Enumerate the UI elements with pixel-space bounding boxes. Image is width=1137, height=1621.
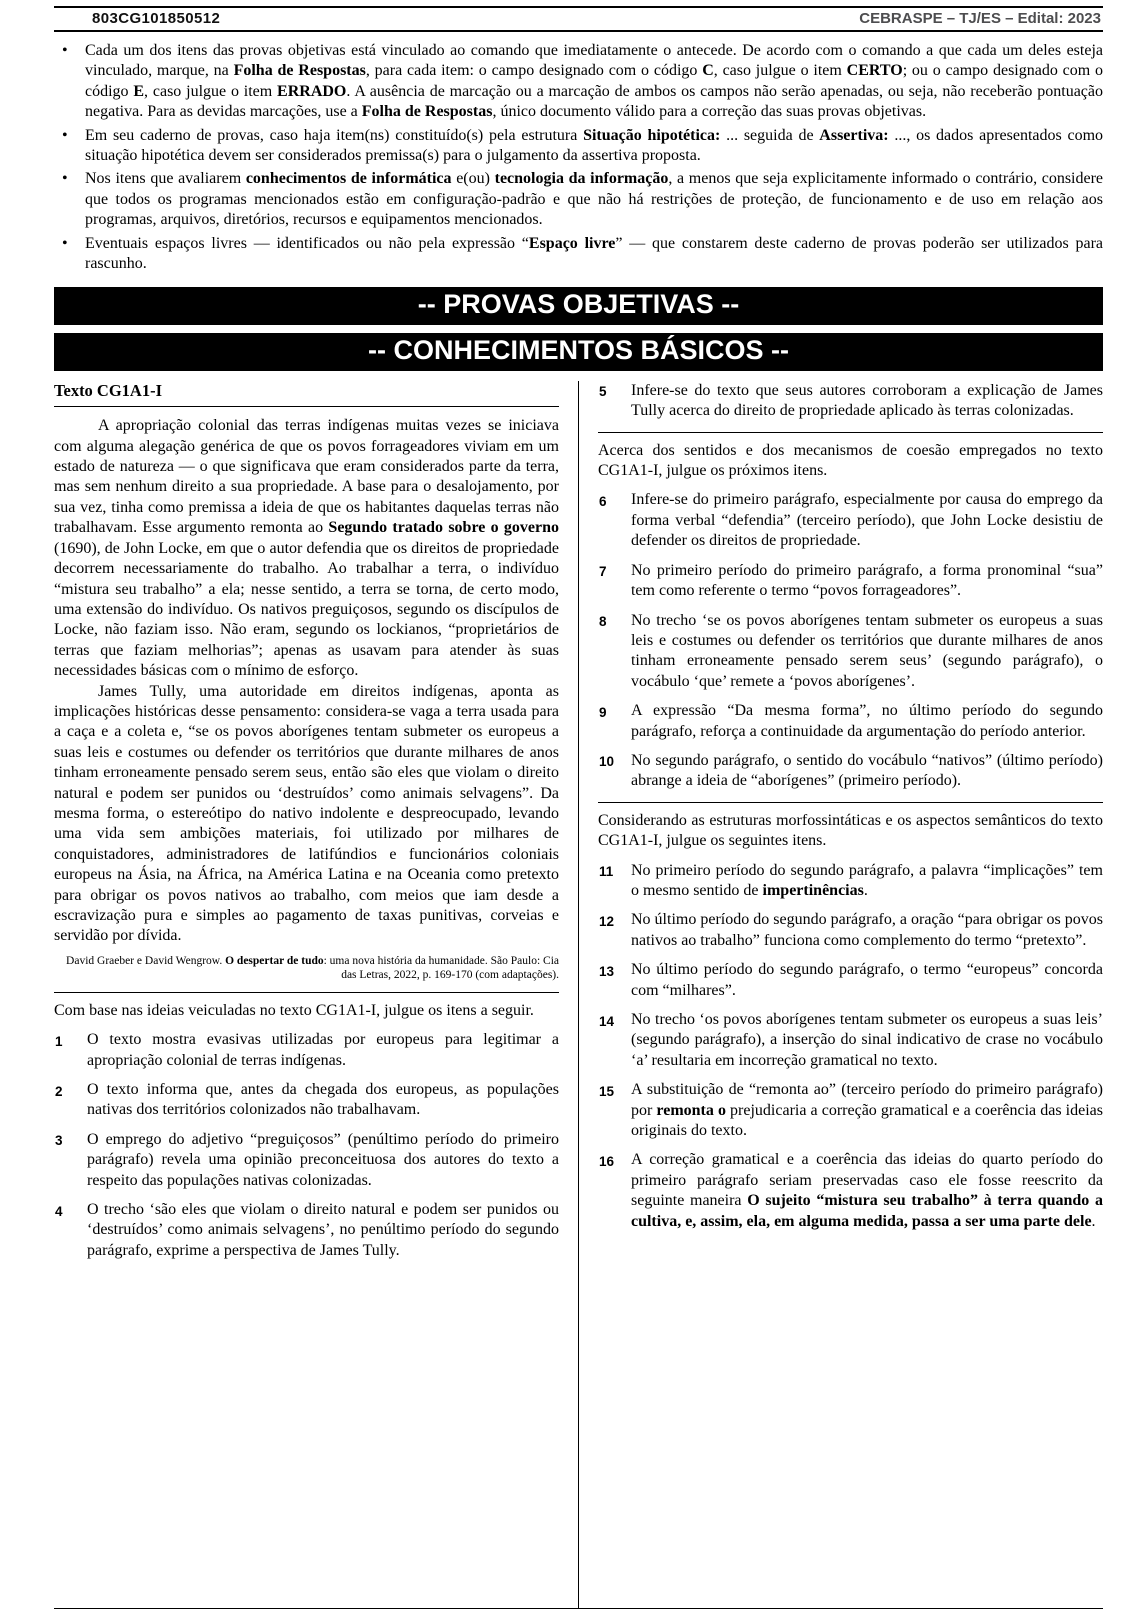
item-1: [54, 1030, 559, 1071]
item-number: 14: [598, 1013, 615, 1029]
item-10: [598, 751, 1103, 792]
item-text: No trecho ‘se os povos aborígenes tentam submeter os europeus a suas leis e costumes ou defender os territórios que durante milhares de anos tinham erroneamente pensado serem seus’ (segundo parágrafo), o vocábulo ‘que’ remete a ‘povos aborígenes’.: [630, 611, 1103, 690]
exam-barcode-number: 803CG101850512: [92, 10, 221, 27]
item-text: No segundo parágrafo, o sentido do vocábulo “nativos” (último período) abrange a ideia de “aborígenes” (primeiro período).: [630, 751, 1103, 790]
item-11: [598, 861, 1103, 902]
item-number: 4: [55, 1203, 63, 1219]
item-6: [598, 490, 1103, 551]
item-5: [598, 381, 1103, 422]
header-exam-title: CEBRASPE – TJ/ES – Edital: 2023: [859, 10, 1101, 27]
instruction-bullet-3: [54, 169, 1103, 230]
texto-paragraph-1: A apropriação colonial das terras indígenas muitas vezes se iniciava com alguma alegação genérica de que os povos forrageadores viviam em um estado de natureza — o que significava que eram considerados parte da terra, mas sem nenhum direito a sua propriedade. A base para o desalojamento, por sua vez, tinha como premissa a ideia de que os habitantes daquelas terras não trabalhavam. Esse argumento remonta ao Segundo tratado sobre o governo (1690), de John Locke, em que o autor defendia que os direitos de propriedade decorrem necessariamente do trabalho. Ao trabalhar a terra, o indivíduo “mistura seu trabalho” a ela; nesse sentido, a terra se torna, de certo modo, uma extensão do indivíduo. Os nativos preguiçosos, segundo os discípulos de Locke, não faziam isso. Não eram, segundo os lockianos, “proprietários de terras que faziam melhorias”; apenas as usavam para atender às suas necessidades básicas com o mínimo de esforço.: [54, 417, 559, 680]
section-divider: [598, 802, 1103, 803]
page-header: [54, 6, 1103, 32]
item-text: A correção gramatical e a coerência das ideias do quarto período do primeiro parágrafo seriam preservadas caso ele fosse reescrito da seguinte maneira O sujeito “mistura seu trabalho” à terra quando a cultiva, e, assim, ela, em alguma medida, passa a ser uma parte dele.: [630, 1151, 1103, 1230]
item-number: 13: [598, 963, 615, 979]
bullet-icon: •: [62, 126, 68, 144]
item-number: 8: [598, 614, 607, 629]
texto-paragraph-2: James Tully, uma autoridade em direitos indígenas, aponta as implicações históricas desse pensamento: considera-se vaga a terra usada para a caça e a coleta e, “se os povos aborígenes tentam submeter os europeus a suas leis e costumes ou defender os territórios que durante milhares de anos tinham erroneamente pensado serem seus, então são eles que violam o direito natural e podem ser punidos ou ‘destruídos’ como animais selvagens”. Da mesma forma, o estereótipo do nativo indolente e despreocupado, levando uma vida sem ambições materiais, foi utilizado por milhares de conquistadores, administradores de latifúndios e funcionários coloniais europeus na Ásia, na África, na América Latina e na Oceania como pretexto para obrigar os povos nativos ao trabalho, com meios que iam desde a escravização pura e simples ao pagamento de taxas punitivas, corveias e servidão por dívida.: [54, 682, 559, 945]
item-9: [598, 701, 1103, 742]
section-divider: [598, 432, 1103, 433]
item-3: [54, 1130, 559, 1191]
item-text: No último período do segundo parágrafo, o termo “europeus” concorda com “milhares”.: [630, 961, 1103, 999]
section-divider: [54, 992, 559, 993]
item-text: No primeiro período do primeiro parágrafo, a forma pronominal “sua” tem como referente o termo “povos forrageadores”.: [630, 561, 1103, 600]
item-text: No trecho ‘os povos aborígenes tentam submeter os europeus a suas leis’ (segundo parágrafo), a inserção do sinal indicativo de crase no vocábulo ‘a’ resultaria em incorreção gramatical no texto.: [630, 1011, 1103, 1069]
page-bottom-rule: [54, 1608, 1103, 1609]
item-text: O emprego do adjetivo “preguiçosos” (penúltimo período do primeiro parágrafo) revela uma opinião preconceituosa dos autores do texto a respeito das populações nativas colonizadas.: [87, 1130, 559, 1189]
item-text: O trecho ‘são eles que violam o direito natural e podem ser punidos ou ‘destruídos’ como animais selvagens’, no penúltimo período do segundo parágrafo, exprime a perspectiva de James Tully.: [87, 1201, 559, 1259]
item-16: [598, 1150, 1103, 1232]
banner-conhecimentos-basicos: -- CONHECIMENTOS BÁSICOS --: [54, 333, 1103, 371]
item-12: [598, 910, 1103, 951]
texto-citation: David Graeber e David Wengrow. O despertar de tudo: uma nova história da humanidade. São Paulo: Cia das Letras, 2022, p. 169-170 (com adaptações).: [66, 954, 559, 981]
section-intro-1: Com base nas ideias veiculadas no texto CG1A1-I, julgue os itens a seguir.: [54, 1001, 534, 1019]
instruction-text: Nos itens que avaliarem conhecimentos de informática e(ou) tecnologia da informação, a menos que seja explicitamente informado o contrário, considere que todos os programas mencionados estão em configuração-padrão e que não há restrições de proteção, de funcionamento e de uso em relação aos programas, arquivos, diretórios, recursos e equipamentos mencionados.: [85, 170, 1104, 229]
item-7: [598, 561, 1103, 602]
item-number: 2: [55, 1083, 63, 1099]
left-column: [54, 381, 559, 1608]
item-number: 7: [598, 564, 607, 580]
item-13: [598, 960, 1103, 1001]
item-number: 3: [55, 1133, 63, 1149]
item-14: [598, 1010, 1103, 1071]
instruction-bullet-4: [54, 234, 1103, 275]
instructions-list: [54, 41, 1103, 277]
item-number: 10: [598, 754, 615, 770]
item-number: 9: [598, 704, 607, 720]
item-text: No primeiro período do segundo parágrafo, a palavra “implicações” tem o mesmo sentido de impertinências.: [630, 861, 1103, 899]
item-text: O texto informa que, antes da chegada dos europeus, as populações nativas dos territórios colonizados não trabalhavam.: [87, 1081, 559, 1119]
item-text: Infere-se do primeiro parágrafo, especialmente por causa do emprego da forma verbal “defendia” (terceiro período), que John Locke desistiu de defender os direitos de propriedade.: [630, 491, 1103, 550]
item-15: [598, 1080, 1103, 1141]
item-number: 1: [55, 1033, 63, 1049]
texto-label: Texto CG1A1-I: [54, 381, 559, 407]
item-text: Infere-se do texto que seus autores corroboram a explicação de James Tully acerca do direito de propriedade aplicado às terras colonizadas.: [630, 381, 1103, 420]
bullet-icon: •: [62, 42, 68, 59]
item-text: No último período do segundo parágrafo, a oração “para obrigar os povos nativos ao trabalho” funciona como complemento do termo “pretexto”.: [630, 911, 1103, 949]
item-number: 16: [598, 1153, 615, 1169]
item-number: 5: [598, 384, 607, 400]
item-text: A expressão “Da mesma forma”, no último período do segundo parágrafo, reforça a continuidade da argumentação do período anterior.: [630, 702, 1103, 740]
instruction-text: Em seu caderno de provas, caso haja item(ns) constituído(s) pela estrutura Situação hipotética: ... seguida de Assertiva: ..., os dados apresentados como situação hipotética devem ser considerados premissa(s) para o julgamento da assertiva proposta.: [85, 126, 1104, 165]
bullet-icon: •: [62, 234, 68, 252]
item-2: [54, 1080, 559, 1121]
item-4: [54, 1200, 559, 1261]
banner-provas-objetivas: -- PROVAS OBJETIVAS --: [54, 287, 1103, 325]
right-column: [598, 381, 1103, 1608]
section-intro-3: Considerando as estruturas morfossintáticas e os aspectos semânticos do texto CG1A1-I, julgue os seguintes itens.: [597, 811, 1103, 850]
two-column-layout: [54, 381, 1103, 1608]
item-number: 15: [598, 1083, 615, 1099]
item-number: 12: [598, 913, 615, 929]
instruction-bullet-1: [54, 41, 1103, 123]
instruction-text: Cada um dos itens das provas objetivas está vinculado ao comando que imediatamente o antecede. De acordo com o comando a que cada um deles esteja vinculado, marque, na Folha de Respostas, para cada item: o campo designado com o código C, caso julgue o item CERTO; ou o campo designado com o código E, caso julgue o item ERRADO. A ausência de marcação ou a marcação de ambos os campos não serão apenadas, ou seja, não receberão pontuação negativa. Para as devidas marcações, use a Folha de Respostas, único documento válido para a correção das suas provas objetivas.: [85, 42, 1104, 121]
instruction-bullet-2: [54, 126, 1103, 167]
item-8: [598, 611, 1103, 693]
item-number: 11: [598, 864, 614, 880]
bullet-icon: •: [62, 170, 68, 188]
section-intro-2: Acerca dos sentidos e dos mecanismos de coesão empregados no texto CG1A1-I, julgue os próximos itens.: [597, 441, 1103, 480]
instruction-text: Eventuais espaços livres — identificados ou não pela expressão “Espaço livre” — que constarem deste caderno de provas poderão ser utilizados para rascunho.: [85, 234, 1104, 273]
item-text: O texto mostra evasivas utilizadas por europeus para legitimar a apropriação colonial de terras indígenas.: [87, 1031, 559, 1069]
column-divider: [578, 381, 579, 1608]
item-text: A substituição de “remonta ao” (terceiro período do primeiro parágrafo) por remonta o prejudicaria a correção gramatical e a coerência das ideias originais do texto.: [630, 1081, 1103, 1140]
item-number: 6: [598, 493, 607, 509]
